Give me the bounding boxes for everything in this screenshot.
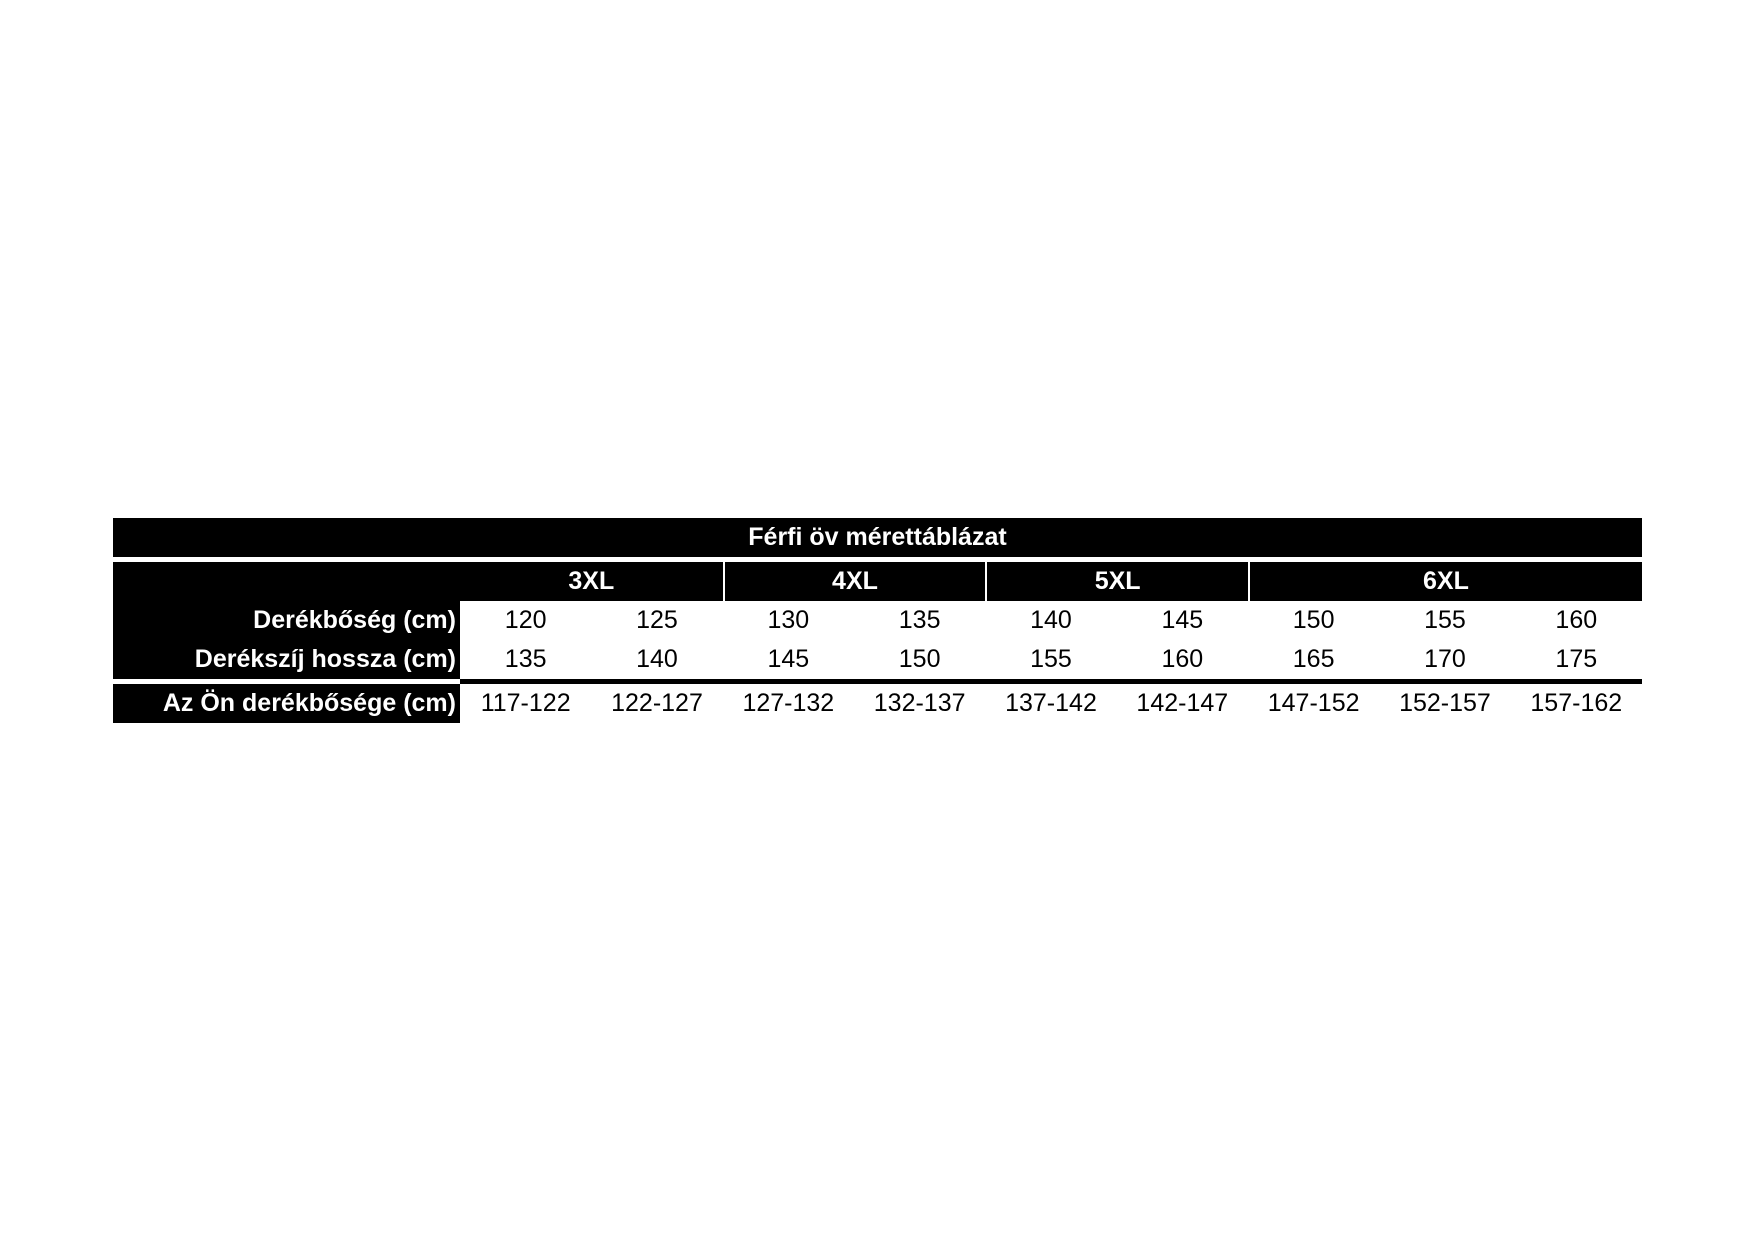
table-cell: 127-132 (742, 689, 835, 717)
table-row-waist (113, 601, 1642, 640)
table-row-your-waist (113, 684, 1642, 723)
table-cell: 120 (504, 606, 547, 634)
size-header-4xl: 4XL (723, 562, 986, 601)
table-cell: 135 (504, 645, 547, 673)
row-label-waist: Derékbőség (cm) (113, 601, 460, 640)
table-cell: 130 (767, 606, 810, 634)
table-cell: 160 (1161, 645, 1204, 673)
row-label-belt-length: Derékszíj hossza (cm) (113, 640, 460, 679)
size-header-row (113, 562, 1642, 601)
table-title: Férfi öv mérettáblázat (113, 518, 1642, 557)
table-cell: 160 (1555, 606, 1598, 634)
table-cell: 135 (898, 606, 941, 634)
size-header-5xl: 5XL (985, 562, 1248, 601)
table-cell: 175 (1555, 645, 1598, 673)
table-cell: 157-162 (1530, 689, 1623, 717)
table-cell: 145 (1161, 606, 1204, 634)
table-cell: 150 (898, 645, 941, 673)
table-cell: 165 (1292, 645, 1335, 673)
table-cell: 140 (1030, 606, 1072, 634)
table-cell: 125 (636, 606, 678, 634)
table-cell: 152-157 (1399, 689, 1491, 717)
size-chart-table (113, 518, 1642, 723)
table-cell: 145 (767, 645, 810, 673)
size-header-spacer (113, 562, 460, 601)
table-cell: 137-142 (1005, 689, 1097, 717)
size-header-3xl: 3XL (568, 567, 615, 595)
size-header-6xl: 6XL (1248, 562, 1642, 601)
table-cell: 140 (636, 645, 678, 673)
table-cell: 142-147 (1136, 689, 1229, 717)
table-cell: 132-137 (873, 689, 966, 717)
table-cell: 122-127 (611, 689, 703, 717)
table-cell: 155 (1424, 606, 1466, 634)
table-cell: 117-122 (480, 689, 571, 717)
table-cell: 155 (1030, 645, 1072, 673)
table-row-belt-length (113, 640, 1642, 679)
row-label-your-waist: Az Ön derékbősége (cm) (113, 684, 460, 723)
table-cell: 170 (1424, 645, 1466, 673)
table-cell: 147-152 (1267, 689, 1360, 717)
table-cell: 150 (1292, 606, 1335, 634)
